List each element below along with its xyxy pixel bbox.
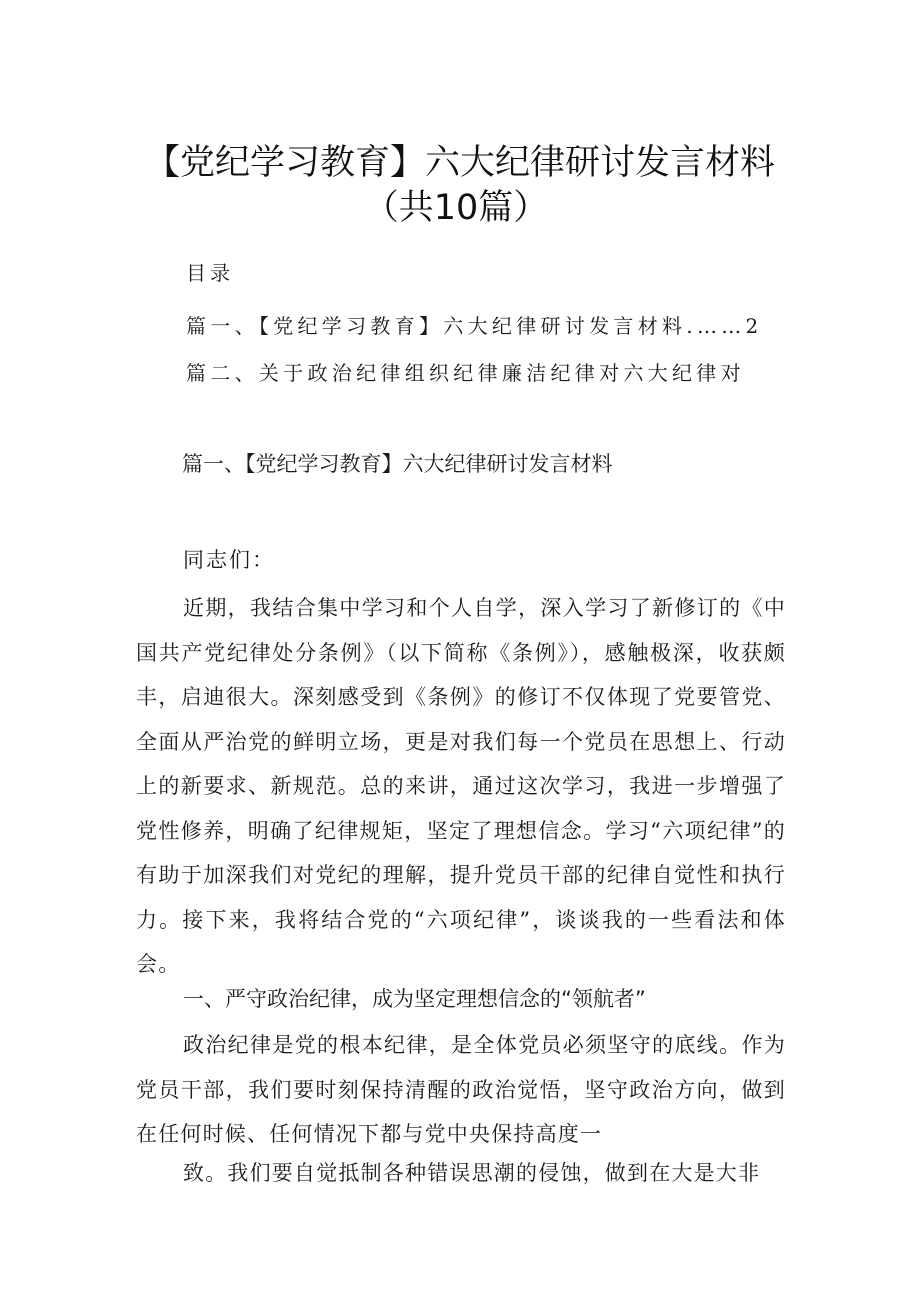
salutation: 同志们：: [183, 548, 275, 572]
section-heading: 篇一、【党纪学习教育】六大纪律研讨发言材料: [182, 452, 613, 476]
toc-label: 目录: [186, 261, 234, 285]
document-title-count: （共10篇）: [363, 188, 549, 228]
toc-item: 篇二、关于政治纪律组织纪律廉洁纪律对六大纪律对: [186, 361, 745, 385]
body-paragraph: 致。我们要自觉抵制各种错误思潮的侵蚀，做到在大是大非: [183, 1161, 761, 1185]
toc-item: 篇一、【党纪学习教育】六大纪律研讨发言材料.……2: [186, 314, 763, 338]
body-paragraph: 近期，我结合集中学习和个人自学，深入学习了新修订的《中国共产党纪律处分条例》（以下简称《条例》），感触极深，收获颇丰，启迪很大。深刻感受到《条例》的修订不仅体现了党要管党、全面从严治党的鲜明立场，更是对我们每一个党员在思想上、行动上的新要求、新规范。总的来讲，通过这次学习，我进一步增强了党性修养，明确了纪律规矩，坚定了理想信念。学习“六项纪律”的有助于加深我们对党纪的理解，提升党员干部的纪律自觉性和执行力。接下来，我将结合党的“六项纪律”，谈谈我的一些看法和体会。: [136, 596, 786, 976]
body-paragraph: 政治纪律是党的根本纪律，是全体党员必须坚守的底线。作为党员干部，我们要时刻保持清醒的政治觉悟，坚守政治方向，做到在任何时候、任何情况下都与党中央保持高度一: [136, 1033, 786, 1146]
sub-heading: 一、严守政治纪律，成为坚定理想信念的“领航者”: [183, 987, 646, 1011]
document-title: 【党纪学习教育】六大纪律研讨发言材料: [144, 143, 775, 183]
